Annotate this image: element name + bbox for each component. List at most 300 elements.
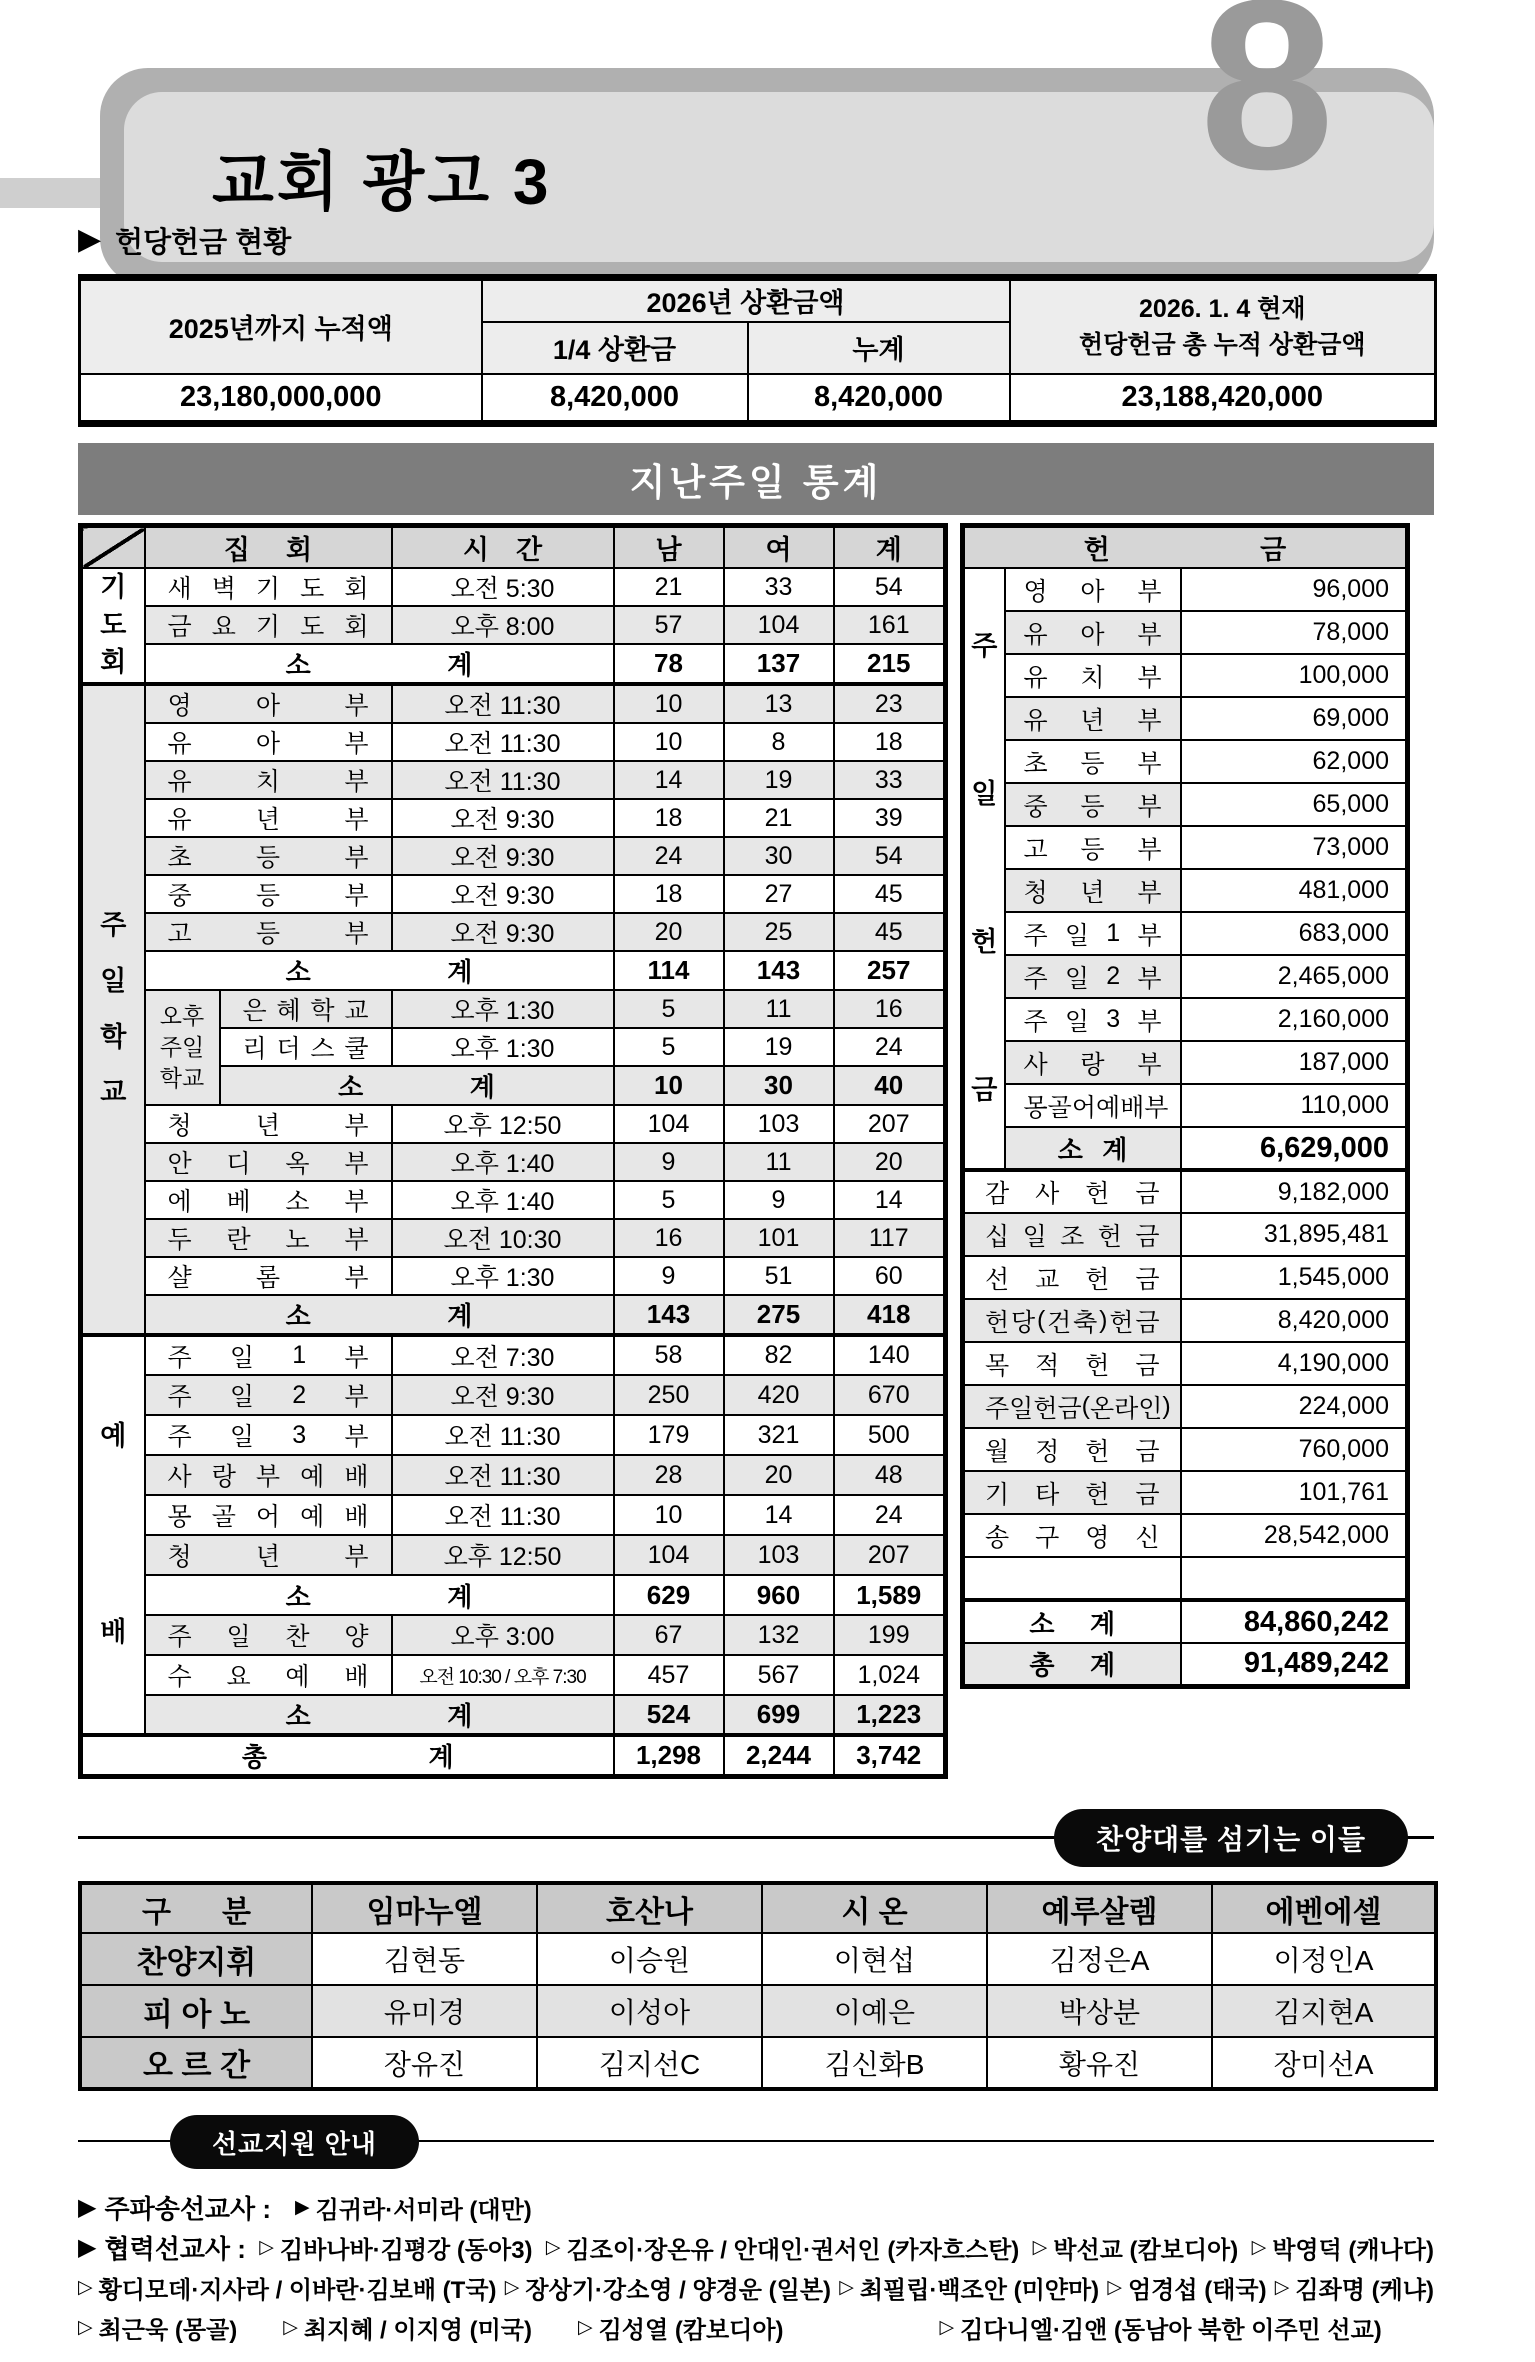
char: 금 [167, 613, 192, 641]
offering-name [1006, 744, 1180, 780]
char: 예 [1095, 1093, 1121, 1122]
f-count: 104 [757, 610, 800, 639]
m-count: 10 [654, 727, 683, 756]
choir-row-label-cell [80, 2037, 312, 2089]
dedication-heading [78, 220, 1434, 260]
choir-member-cell [987, 1933, 1212, 1985]
char: 부 [344, 1264, 369, 1292]
attendance-row [81, 1695, 946, 1735]
choir-member-cell [987, 2037, 1212, 2089]
char: 월 [985, 1437, 1010, 1466]
triangle-icon: ▷ [839, 2276, 854, 2298]
attendance-row [81, 1575, 946, 1615]
char: 년 [1080, 878, 1105, 907]
time-cell [392, 990, 614, 1028]
choir-row [80, 2037, 1436, 2089]
char: 부 [1137, 835, 1162, 864]
char: 헌 [1085, 1180, 1110, 1208]
left-accent-bar [0, 178, 102, 208]
subtotal-label [146, 1696, 613, 1733]
f-count-cell [724, 1495, 834, 1535]
m-count-cell [614, 723, 724, 761]
meeting-name [146, 762, 391, 798]
choir-member-name: 김지현A [1273, 1997, 1374, 2028]
f-count: 14 [764, 1500, 793, 1529]
f-count-cell [724, 1181, 834, 1219]
m-count: 179 [647, 1420, 690, 1449]
m-count-cell [614, 1535, 724, 1575]
triangle-icon: ▷ [1274, 2276, 1290, 2298]
offering-row [963, 1557, 1408, 1600]
char: 교 [344, 997, 369, 1025]
time-label: 오후 1:30 [450, 997, 555, 1025]
c-count: 257 [867, 955, 911, 985]
meeting-name-cell [145, 761, 392, 799]
choir-member-name: 황유진 [1058, 2048, 1141, 2080]
m-count-cell [614, 1066, 724, 1105]
c-count: 33 [874, 765, 903, 794]
m-count: 21 [654, 572, 683, 601]
char: 골 [211, 1503, 236, 1531]
offering-name-cell [963, 1213, 1181, 1256]
char: 소 [338, 1072, 364, 1102]
f-count: 21 [764, 803, 793, 832]
char: 송 [985, 1523, 1010, 1552]
char: 안 [167, 1150, 192, 1178]
offering-name [965, 1475, 1180, 1511]
c-count: 24 [874, 1500, 903, 1529]
f-count-cell [724, 644, 834, 684]
mission-pill-row [78, 2115, 1434, 2169]
char: 고 [1023, 835, 1048, 864]
char: 유 [167, 768, 192, 796]
char: 년 [255, 1543, 281, 1571]
char: 라 [1114, 1394, 1139, 1423]
f-count: 8 [771, 727, 786, 756]
offering-amount: 65,000 [1312, 790, 1389, 818]
char: 배 [344, 1663, 369, 1691]
char: 당 [1011, 1308, 1036, 1337]
f-count-cell [724, 1615, 834, 1655]
missionary-name: 최필립·백조안 (미얀마) [859, 2276, 1100, 2304]
char: 예 [300, 1503, 325, 1531]
corner-cell [81, 526, 145, 569]
missionary-item [546, 2230, 1019, 2265]
time-label: 오전 9:30 [450, 806, 555, 834]
attendance-row [81, 1495, 946, 1535]
choir-member-cell [537, 1933, 762, 1985]
offering-name [1006, 1002, 1180, 1038]
choir-member-name: 이정인A [1273, 1945, 1374, 1976]
header-time [392, 526, 614, 569]
time-label: 오후 12:50 [443, 1112, 562, 1140]
m-count: 1,298 [635, 1740, 702, 1770]
offering-name-cell [1005, 998, 1181, 1041]
char: 2 [292, 1380, 307, 1409]
attendance-row [81, 1335, 946, 1375]
time-cell [392, 913, 614, 951]
char: 은 [242, 997, 267, 1025]
subtotal-label [146, 645, 613, 682]
time-label: 오전 9:30 [450, 844, 555, 872]
f-count: 13 [764, 689, 793, 718]
char: 주 [167, 1423, 192, 1451]
c-count: 3,742 [856, 1740, 922, 1770]
meeting-name [221, 1029, 391, 1065]
group-label-cell [81, 1335, 145, 1735]
char: 금 [1135, 1480, 1160, 1509]
c-count-cell [834, 799, 946, 837]
offering-name-cell [1005, 1041, 1181, 1084]
meeting-name [146, 1106, 391, 1142]
char: 학 [310, 997, 335, 1025]
meeting-name [146, 1258, 391, 1294]
val-cumulative: 23,180,000,000 [80, 374, 482, 424]
offering-subtotal-amount-cell [1181, 1127, 1408, 1170]
time-label: 오전 9:30 [450, 882, 555, 910]
offering-amount: 78,000 [1312, 618, 1389, 646]
char: 소 [1029, 1608, 1055, 1639]
char: 계 [447, 957, 473, 987]
meeting-name-cell [145, 1219, 392, 1257]
offering-row [963, 869, 1408, 912]
c-count: 14 [874, 1185, 903, 1214]
char: 더 [276, 1035, 301, 1063]
char: ) [1162, 1392, 1171, 1420]
choir-member-name: 유미경 [383, 1997, 466, 2028]
char: 랑 [211, 1463, 236, 1491]
choir-member-cell [1212, 2037, 1436, 2089]
header-time-label [393, 528, 613, 567]
f-count-cell [724, 1335, 834, 1375]
c-count-cell [834, 1415, 946, 1455]
meeting-name-cell [220, 1028, 392, 1066]
c-count-cell [834, 990, 946, 1028]
c-count-cell [834, 1335, 946, 1375]
char: 부 [1144, 1093, 1169, 1122]
m-count: 28 [654, 1460, 683, 1489]
char: 금 [1260, 535, 1287, 565]
col-q1-repay: 1/4 상환금 [482, 322, 748, 374]
missionary-name: 엄경섭 (태국) [1127, 2276, 1267, 2304]
offering-name-cell [1005, 955, 1181, 998]
c-count-cell [834, 875, 946, 913]
attendance-row [81, 799, 946, 837]
char: 목 [985, 1351, 1010, 1380]
char: 리 [242, 1035, 267, 1063]
offering-amount: 224,000 [1298, 1392, 1389, 1420]
choir-row [80, 1985, 1436, 2037]
choir-header-4 [987, 1883, 1212, 1933]
dedication-values-row [80, 374, 1436, 424]
m-count: 10 [654, 689, 683, 718]
meeting-name [146, 1377, 391, 1413]
offering-group-cell [963, 568, 1005, 1170]
attendance-row [81, 1105, 946, 1143]
missionary-name: 김귀라·서미라 (대만) [315, 2196, 532, 2224]
m-count-cell [614, 951, 724, 990]
m-count-cell [614, 990, 724, 1028]
char: 부 [344, 1150, 369, 1178]
f-count-cell [724, 1105, 834, 1143]
f-count: 420 [757, 1380, 800, 1409]
char: 부 [1137, 878, 1162, 907]
char: 벽 [211, 575, 236, 603]
missionary-name: 박영덕 (캐나다) [1272, 2236, 1434, 2264]
char: 어 [1071, 1093, 1096, 1122]
meeting-name-cell [145, 1257, 392, 1295]
char: 옥 [285, 1150, 310, 1178]
meeting-name [146, 1497, 391, 1533]
f-count-cell [724, 684, 834, 723]
offering-name-cell [1005, 783, 1181, 826]
attendance-row [81, 1655, 946, 1695]
time-cell [392, 568, 614, 606]
char: 일 [1022, 1222, 1047, 1251]
offering-amount: 760,000 [1298, 1435, 1389, 1463]
char: 아 [1080, 577, 1105, 606]
attendance-row [81, 1181, 946, 1219]
offering-amount: 187,000 [1298, 1048, 1389, 1076]
char: 일 [229, 1383, 255, 1411]
m-count: 24 [654, 841, 683, 870]
c-count: 500 [867, 1420, 910, 1449]
meeting-name-cell [145, 1375, 392, 1415]
time-label: 오전 9:30 [450, 920, 555, 948]
attendance-row [81, 1415, 946, 1455]
char: 구 [142, 1895, 171, 1929]
choir-member-name: 이예은 [833, 1997, 916, 2028]
choir-member-name: 이현섭 [833, 1945, 916, 1976]
char: 고 [167, 920, 192, 948]
col-current-line1: 2026. 1. 4 현재 [1139, 294, 1306, 323]
header-total [834, 526, 946, 569]
missionary-name: 장상기·강소영 / 양경운 (일본) [525, 2276, 832, 2304]
subgroup-label-cell [145, 990, 220, 1105]
char: 금 [1135, 1265, 1160, 1294]
choir-header-2 [537, 1883, 762, 1933]
char: 등 [255, 920, 281, 948]
c-count: 140 [867, 1341, 910, 1369]
grand-total-label-cell [81, 1735, 614, 1777]
char: 계 [428, 1742, 454, 1772]
missionary-name: 김바나바·김평강 (동아3) [279, 2236, 533, 2264]
stats-tables-row [78, 523, 1434, 1779]
attendance-row [81, 1219, 946, 1257]
attendance-table [78, 523, 948, 1779]
header-meeting-label [146, 528, 391, 567]
m-count: 524 [646, 1699, 691, 1729]
col-repay-2026: 2026년 상환금액 [482, 278, 1010, 322]
f-count-cell [724, 1455, 834, 1495]
char: 헌 [1085, 1265, 1110, 1294]
offering-amount: 28,542,000 [1263, 1521, 1389, 1549]
c-count: 215 [867, 648, 911, 678]
offering-name-cell [963, 1428, 1181, 1471]
f-count: 103 [757, 1109, 800, 1138]
attendance-row [81, 568, 946, 606]
char: 년 [255, 806, 281, 834]
c-count-cell [834, 568, 946, 606]
char: 주 [100, 910, 127, 941]
f-count-cell [724, 1415, 834, 1455]
f-count: 19 [764, 765, 793, 794]
choir-member-cell [537, 1985, 762, 2037]
f-count: 11 [765, 1147, 792, 1176]
missionary-name: 김조이·장온유 / 안대인·권서인 (카자흐스탄) [566, 2236, 1020, 2264]
triangle-icon: ▷ [504, 2276, 520, 2298]
choir-member-name: 장미선A [1273, 2048, 1374, 2080]
c-count-cell [834, 1143, 946, 1181]
offering-amount: 683,000 [1298, 919, 1389, 947]
offering-name-cell [1005, 912, 1181, 955]
char: 요 [226, 1663, 251, 1691]
f-count: 2,244 [745, 1740, 812, 1770]
offering-amount-cell [1181, 1471, 1408, 1514]
missionary-item [940, 2310, 1382, 2345]
meeting-name [146, 1144, 391, 1180]
char: 적 [1035, 1351, 1060, 1380]
missionary-name: 황디모데·지사라 / 이바란·김보배 (T국) [98, 2276, 497, 2304]
char: 치 [1080, 663, 1105, 692]
time-label: 오전 11:30 [444, 1423, 561, 1451]
m-count: 143 [646, 1299, 691, 1329]
missionary-item [1107, 2270, 1266, 2305]
char: 일 [1064, 921, 1090, 950]
offering-amount-cell [1181, 998, 1408, 1041]
f-count-cell [724, 1295, 834, 1335]
missionary-item [505, 2270, 831, 2305]
f-count-cell [724, 951, 834, 990]
meeting-name [146, 838, 391, 874]
offering-amount-cell [1181, 826, 1408, 869]
char: 주 [1023, 1007, 1048, 1036]
char: 건 [1047, 1308, 1072, 1337]
char: 샬 [167, 1264, 192, 1292]
char: 사 [167, 1463, 192, 1491]
offering-amount: 1,545,000 [1277, 1263, 1389, 1291]
char: 부 [1137, 964, 1162, 993]
choir-member-cell [537, 2037, 762, 2089]
offering-header [963, 526, 1408, 569]
c-count-cell [834, 1295, 946, 1335]
missionary-item [839, 2270, 1099, 2305]
offering-header-row [963, 526, 1408, 569]
char: 주 [985, 1394, 1010, 1423]
m-count: 18 [654, 803, 683, 832]
char: 찬 [285, 1623, 310, 1651]
char: 회 [344, 575, 369, 603]
char: 분 [222, 1895, 251, 1929]
f-count: 82 [764, 1341, 793, 1369]
offering-name-cell [1005, 654, 1181, 697]
meeting-name-cell [145, 1615, 392, 1655]
char: 초 [1023, 749, 1048, 778]
m-count-cell [614, 1655, 724, 1695]
missionary-name: 김성열 (캄보디아) [598, 2316, 784, 2344]
c-count-cell [834, 1655, 946, 1695]
char: 부 [344, 806, 369, 834]
char: 영 [1085, 1523, 1110, 1552]
char: 1 [292, 1341, 307, 1369]
offering-amount-cell [1181, 1170, 1408, 1213]
char: 유 [1023, 663, 1048, 692]
char: 년 [255, 1112, 281, 1140]
char: 주 [1023, 921, 1048, 950]
char: 소 [285, 1301, 311, 1331]
header-total-label: 계 [875, 535, 902, 565]
f-count: 132 [757, 1620, 800, 1649]
m-count-cell [614, 913, 724, 951]
meeting-name [146, 1457, 391, 1493]
char: 부 [344, 1226, 369, 1254]
m-count-cell [614, 1105, 724, 1143]
char: 랑 [1080, 1050, 1105, 1079]
attendance-row [81, 761, 946, 799]
char: 아 [1080, 620, 1105, 649]
time-label: 오전 9:30 [450, 1383, 555, 1411]
meeting-name-cell [145, 1655, 392, 1695]
f-count: 11 [765, 994, 792, 1023]
meeting-name-cell [145, 837, 392, 875]
char: 부 [255, 1463, 281, 1491]
char: 부 [1137, 921, 1162, 950]
meeting-name-cell [145, 875, 392, 913]
attendance-row [81, 1295, 946, 1335]
c-count-cell [834, 1455, 946, 1495]
time-cell [392, 1535, 614, 1575]
char: 어 [255, 1503, 281, 1531]
subtotal-label [146, 1296, 613, 1333]
total-amount: 91,489,242 [1243, 1647, 1389, 1680]
f-count-cell [724, 761, 834, 799]
subtotal-label [146, 952, 613, 989]
char: 축 [1073, 1308, 1098, 1337]
attendance-row [81, 1455, 946, 1495]
choir-member-name: 이승원 [608, 1945, 691, 1976]
offering-row [963, 1256, 1408, 1299]
meeting-name-cell [145, 1415, 392, 1455]
offering-amount: 8,420,000 [1277, 1306, 1389, 1334]
time-cell [392, 799, 614, 837]
m-count-cell [614, 1181, 724, 1219]
choir-header-3 [762, 1883, 987, 1933]
m-count-cell [614, 1028, 724, 1066]
char: 롬 [255, 1264, 281, 1292]
offering-name [965, 1260, 1180, 1296]
choir-header-label: 호산나 [606, 1895, 693, 1929]
m-count-cell [614, 1143, 724, 1181]
triangle-icon: ▷ [259, 2236, 274, 2258]
m-count: 104 [647, 1109, 690, 1138]
col-cum: 누계 [748, 322, 1010, 374]
char: 수 [167, 1663, 192, 1691]
f-count: 101 [757, 1223, 800, 1252]
meeting-name-cell [145, 606, 392, 644]
choir-member-cell [312, 1985, 537, 2037]
char: 쿨 [344, 1035, 369, 1063]
meeting-name [146, 914, 391, 950]
meeting-name-cell [145, 1455, 392, 1495]
offering-name [1006, 658, 1180, 694]
char: 초 [167, 844, 192, 872]
c-count-cell [834, 1575, 946, 1615]
m-count: 114 [647, 955, 690, 985]
char: 헌 [1085, 1351, 1110, 1380]
val-current: 23,188,420,000 [1010, 374, 1436, 424]
meeting-name-cell [145, 1143, 392, 1181]
mission-line-label [78, 2189, 271, 2226]
